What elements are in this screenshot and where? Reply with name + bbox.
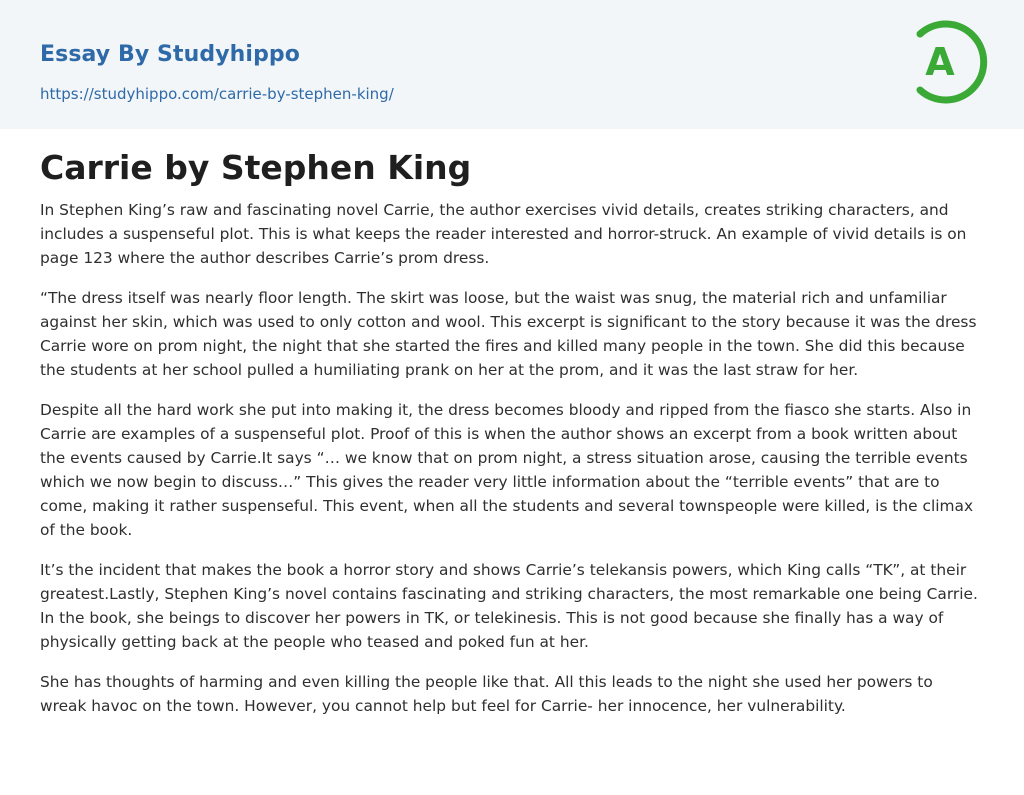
studyhippo-logo-icon[interactable] — [904, 18, 988, 106]
page-header — [0, 0, 1024, 129]
article-paragraph: In Stephen King’s raw and fascinating novel Carrie, the author exercises vivid details, creates striking characters, and includes a suspenseful plot. This is what keeps the reader interested and horror-struck. An example of vivid details is on page 123 where the author describes Carrie’s prom dress. — [40, 201, 967, 267]
source-url-link[interactable]: https://studyhippo.com/carrie-by-stephen-king/ — [40, 85, 394, 103]
article-paragraph: She has thoughts of harming and even killing the people like that. All this leads to the night she used her powers to wreak havoc on the town. However, you cannot help but feel for Carrie- her innocence, her vulnerability. — [40, 673, 933, 715]
article-title: Carrie by Stephen King — [40, 148, 472, 187]
article-content — [40, 146, 984, 734]
logo-letter: A — [925, 40, 955, 84]
brand-title[interactable]: Essay By Studyhippo — [40, 42, 300, 67]
article-paragraph: “The dress itself was nearly floor length. The skirt was loose, but the waist was snug, the material rich and unfamiliar against her skin, which was used to only cotton and wool. This excerpt is significant to the story because it was the dress Carrie wore on prom night, the night that she started the fires and killed many people in the town. She did this because the students at her school pulled a humiliating prank on her at the prom, and it was the last straw for her. — [40, 289, 977, 379]
article-paragraph: Despite all the hard work she put into making it, the dress becomes bloody and ripped from the fiasco she starts. Also in Carrie are examples of a suspenseful plot. Proof of this is when the author shows an excerpt from a book written about the events caused by Carrie.It says “… we know that on prom night, a stress situation arose, causing the terrible events which we now begin to discuss…” This gives the reader very little information about the “terrible events” that are to come, making it rather suspenseful. This event, when all the students and several townspeople were killed, is the climax of the book. — [40, 401, 974, 539]
article-paragraph: It’s the incident that makes the book a horror story and shows Carrie’s telekansis powers, which King calls “TK”, at their greatest.Lastly, Stephen King’s novel contains fascinating and striking characters, the most remarkable one being Carrie. In the book, she beings to discover her powers in TK, or telekinesis. This is not good because she finally has a way of physically getting back at the people who teased and poked fun at her. — [40, 561, 978, 651]
